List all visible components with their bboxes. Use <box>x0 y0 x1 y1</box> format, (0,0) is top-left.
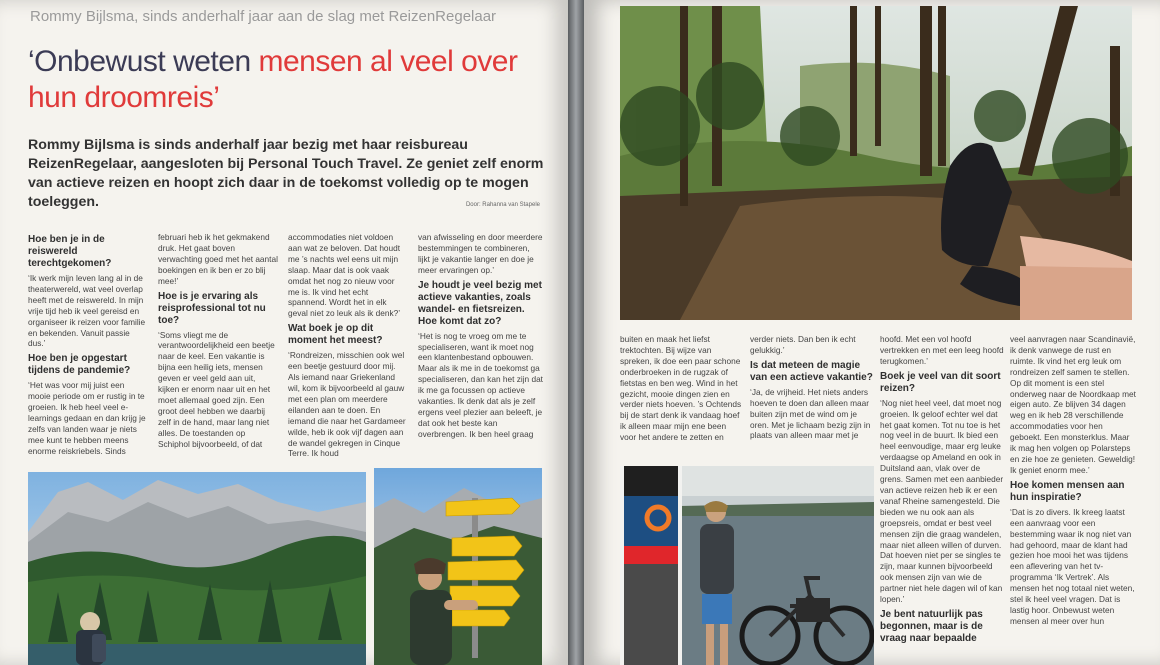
article-byline: Door: Rahanna van Stapele <box>465 202 540 208</box>
article-kicker: Rommy Bijlsma, sinds anderhalf jaar aan de slag met ReizenRegelaar <box>30 8 497 25</box>
left-column-4 <box>418 232 543 468</box>
answer-text: veel aanvragen naar Scandinavië, ik denk vanwege de rust en ruimte. Ik vind het erg leuk om rondreizen zelf samen te stellen. Op dit moment is een stel onderweg naar de Noordkaap met eigen auto. Ze blijven 34 dagen weg en ik heb 28 verschillende accommodaties voor hen geboekt. Een monsterklus. Maar ik mag hen volgen op Polarsteps en zie hoe ze genieten. Geweldig! Ik geniet enorm mee.’ <box>1010 334 1136 475</box>
answer-text: ‘Soms vliegt me de verantwoordelijkheid een beetje naar de keel. Een vakantie is bijna een heilig iets, mensen geven er veel geld aan uit, kijken er enorm naar uit en het moet allemaal goed zijn. Een groot deel hebben we daarbij zelf in de hand, maar lang niet alles. De toestanden op Schiphol bijvoorbeeld, of dat <box>158 329 275 449</box>
answer-text: ‘Het was voor mij juist een mooie periode om er rustig in te groeien. Ik heb heel veel e-learnings gedaan en dan krijg je zelfs van landen waar je niets mee kunt te hebben meens enorme reiskriebels. Sinds <box>28 380 146 456</box>
answer-text: ‘Ja, de vrijheid. Het niets anders hoeven te doen dan alleen maar buiten zijn met de wind om je oren. Met je lichaam bezig zijn in plaats van alleen maar met je <box>750 386 871 441</box>
question-heading: Hoe ben je opgestart tijdens de pandemie? <box>28 353 131 377</box>
answer-text: ‘Het is nog te vroeg om me te specialiseren, want ik moet nog een klantenbestand opbouwen. Maar als ik me in de toekomst ga specialiseren, dan kan het zijn dat ik me ga focussen op actieve vakanties. Ik denk dat als je zelf ergens veel plezier aan beleeft, je dat ook het beste kan overbrengen. Ik ben heel graag <box>418 330 543 439</box>
left-page <box>0 0 568 665</box>
answer-text: ‘Nog niet heel veel, dat moet nog groeien. Ik geloof echter wel dat het gaat komen. Tot nu toe is het nog veel in de buurt. Ik bied een heel eenvoudige, maar erg leuke verdaagse op Ameland en ook in Duitsland aan, vlak over de grens. Samen met een aanbieder van actieve reizen heb ik er een vanaf Rheine samengesteld. Die bieden we nu ook aan als groepsreis, omdat er best veel mensen zijn die graag wandelen, maar niet alleen willen of durven. Dat hoeven niet per se singles te zijn, maar kunnen bijvoorbeeld ook mensen zijn van wie de partner niet hele dagen wil of kan lopen.’ <box>880 397 1004 605</box>
right-column-4 <box>1010 334 1136 665</box>
left-column-3 <box>288 232 408 468</box>
forest-trail-photo <box>620 6 1132 320</box>
answer-text: ‘Rondreizen, misschien ook wel een beetje gestuurd door mij. Als iemand naar Griekenland wil, kom ik bijvoorbeeld al gauw met een plan om meerdere eilanden aan te doen. En iemand die naar het Gardameer wilde, heb ik ook vijf dagen aan de wandel gekregen in Cinque Terre. Ik houd <box>288 350 406 459</box>
headline-part-1: ‘Onbewust weten <box>28 45 259 78</box>
answer-text: ‘Ik werk mijn leven lang al in de theaterwereld, wat veel overlap heeft met de reiswereld. In mijn vrije tijd heb ik veel gereisd en organiseer ik reizen voor familie en bekenden. Vanuit passie dus.’ <box>28 273 146 349</box>
question-heading: Je houdt je veel bezig met actieve vakanties, zoals wandel- en fietsreizen. Hoe komt dat zo? <box>418 279 542 327</box>
hiking-signpost-photo <box>374 468 542 665</box>
right-column-1 <box>620 334 744 464</box>
answer-text: buiten en maak het liefst trektochten. Bij wijze van spreken, ik doe een paar schone onderbroeken in de rugzak of fietstas en ben weg. Wind in het gezicht, mooie dingen zien en verder niets hoeven. ’s Ochtends bij de start denk ik vandaag hoef ik alleen maar mijn ene been voor het andere te zetten en <box>620 334 742 443</box>
right-column-2 <box>750 334 874 474</box>
question-heading: Hoe is je ervaring als reisprofessional tot nu toe? <box>158 290 266 326</box>
left-column-2 <box>158 232 278 468</box>
magazine-gutter <box>568 0 584 665</box>
article-headline <box>28 44 548 116</box>
answer-text: van afwisseling en door meerdere bestemmingen te combineren, lijkt je vakantie langer en doe je meer ervaringen op.’ <box>418 232 543 275</box>
answer-text: februari heb ik het gekmakend druk. Het gaat boven verwachting goed met het aantal boekingen en ik ben er zo blij mee!’ <box>158 232 278 286</box>
question-heading: Je bent natuurlijk pas begonnen, maar is de vraag naar bepaalde <box>880 608 983 644</box>
question-heading: Boek je veel van dit soort reizen? <box>880 370 1001 394</box>
mountain-lake-photo <box>28 472 366 665</box>
answer-text: ‘Dat is zo divers. Ik kreeg laatst een aanvraag voor een bestemming waar ik nog niet van had gehoord, maar de klant had gezien hoe mooi het was tijdens een aflevering van het tv-programma ‘Ik Vertrek’. Als mensen het nog totaal niet weten, stel ik heel veel vragen. Dat is lastig hoor. Onbewust weten mensen al meer over hun <box>1010 506 1135 626</box>
article-intro: Rommy Bijlsma is sinds anderhalf jaar bezig met haar reisbureau ReizenRegelaar, aangesloten bij Personal Touch Travel. Ze geniet zelf enorm van actieve reizen en hoopt zich daar in de toekomst volledig op te mogen toeleggen. <box>28 137 544 210</box>
question-heading: Hoe komen mensen aan hun inspiratie? <box>1010 479 1125 503</box>
ferry-bike-photo <box>620 466 874 665</box>
right-page <box>584 0 1160 665</box>
question-heading: Hoe ben je in de reiswereld terechtgekomen? <box>28 234 112 269</box>
answer-text: verder niets. Dan ben ik echt gelukkig.’ <box>750 334 856 355</box>
answer-text: accommodaties niet voldoen aan wat ze beloven. Dat houdt me ’s nachts wel eens uit mijn slaap. Maar dat is ook vaak omdat het nog zo nieuw voor me is. Ik vind het echt spannend. Wordt het in elk geval niet zo leuk als ik denk?’ <box>288 232 401 319</box>
right-column-3 <box>880 334 1004 665</box>
question-heading: Is dat meteen de magie van een actieve vakantie? <box>750 359 873 383</box>
answer-text: hoofd. Met een vol hoofd vertrekken en met een leeg hoofd terugkomen.’ <box>880 334 1004 366</box>
headline-part-3: hun droomreis’ <box>28 81 220 114</box>
left-column-1 <box>28 230 148 468</box>
headline-part-2: mensen al veel over <box>258 45 518 78</box>
question-heading: Wat boek je op dit moment het meest? <box>288 323 383 347</box>
